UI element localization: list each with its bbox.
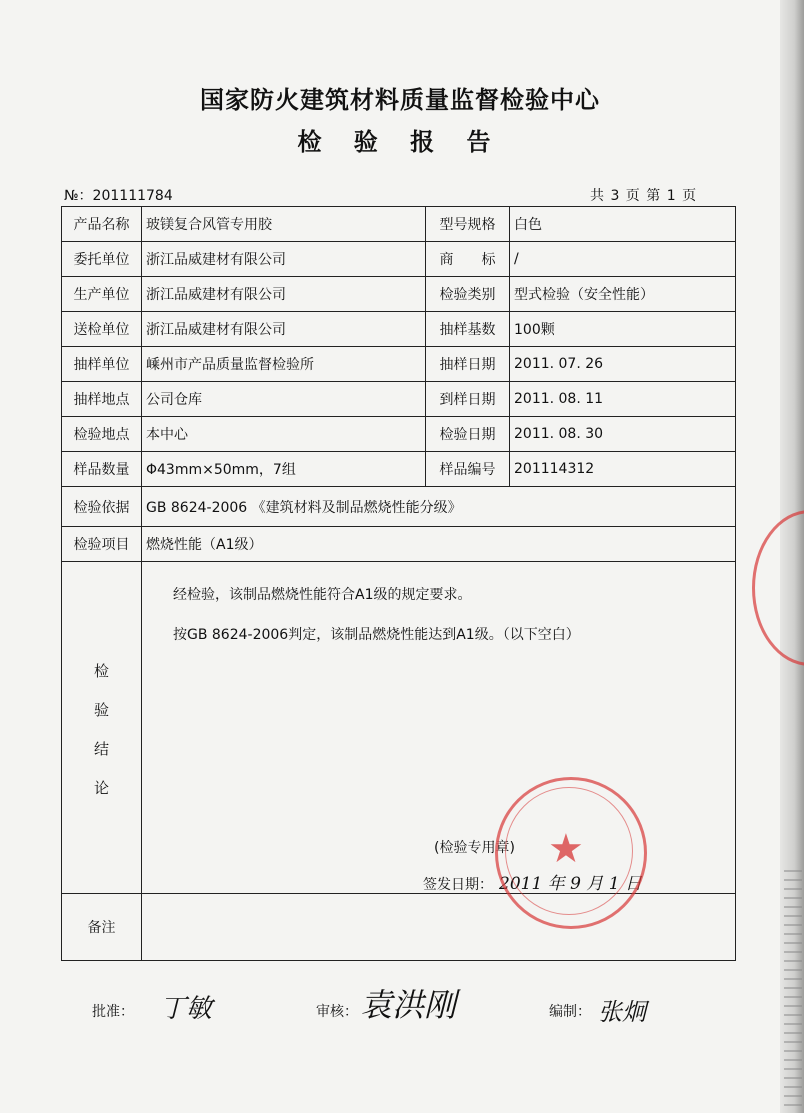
conclusion-label-char: 结: [94, 740, 110, 758]
inspection-type-value: 型式检验（安全性能）: [510, 277, 736, 312]
remarks-value: [142, 894, 736, 961]
review-label: 审核：: [316, 1004, 358, 1020]
sampling-date-value: 2011. 07. 26: [510, 347, 736, 382]
sample-base-label: 抽样基数: [426, 312, 510, 347]
arrival-date-value: 2011. 08. 11: [510, 382, 736, 417]
institution-title: 国家防火建筑材料质量监督检验中心: [200, 86, 600, 114]
sample-no-label: 样品编号: [426, 452, 510, 487]
test-site-value: 本中心: [142, 417, 426, 452]
inspection-seal: [495, 777, 647, 929]
trademark-value: /: [510, 242, 736, 277]
client-value: 浙江品威建材有限公司: [142, 242, 426, 277]
table-row: [62, 452, 736, 487]
sampling-date-label: 抽样日期: [426, 347, 510, 382]
table-row: [62, 527, 736, 562]
manufacturer-value: 浙江品威建材有限公司: [142, 277, 426, 312]
test-date-value: 2011. 08. 30: [510, 417, 736, 452]
conclusion-label-char: 论: [94, 779, 110, 797]
table-row: [62, 242, 736, 277]
report-number: №：201111784: [64, 188, 173, 204]
table-row: [62, 347, 736, 382]
page-info: 共 3 页 第 1 页: [590, 188, 698, 204]
conclusion-label-char: 检: [94, 662, 110, 680]
issue-date-label: 签发日期：: [423, 877, 493, 893]
stamp-note: (检验专用章): [434, 840, 515, 856]
review-signature: 袁洪刚: [360, 986, 457, 1024]
product-name-label: 产品名称: [62, 207, 142, 242]
remarks-label: 备注: [62, 894, 142, 961]
issue-date-value: 2011 年 9 月 1 日: [499, 874, 642, 894]
star-icon: ★: [548, 826, 584, 872]
submitter-label: 送检单位: [62, 312, 142, 347]
sampling-unit-label: 抽样单位: [62, 347, 142, 382]
sample-qty-label: 样品数量: [62, 452, 142, 487]
sample-base-value: 100颗: [510, 312, 736, 347]
approve-signature: 丁敏: [160, 994, 213, 1024]
test-date-label: 检验日期: [426, 417, 510, 452]
item-label: 检验项目: [62, 527, 142, 562]
model-spec-value: 白色: [510, 207, 736, 242]
client-label: 委托单位: [62, 242, 142, 277]
report-title: 检 验 报 告: [297, 128, 503, 156]
conclusion-line-1: 经检验，该制品燃烧性能符合A1级的规定要求。: [173, 587, 472, 603]
sample-qty-value: Φ43mm×50mm，7组: [142, 452, 426, 487]
basis-value: GB 8624-2006 《建筑材料及制品燃烧性能分级》: [142, 487, 736, 527]
basis-label: 检验依据: [62, 487, 142, 527]
item-value: 燃烧性能（A1级）: [142, 527, 736, 562]
partial-seal: [752, 510, 804, 666]
test-site-label: 检验地点: [62, 417, 142, 452]
sample-no-value: 201114312: [510, 452, 736, 487]
trademark-label: 商 标: [426, 242, 510, 277]
approve-label: 批准：: [92, 1004, 134, 1020]
table-row: [62, 382, 736, 417]
conclusion-label-cell: [62, 562, 142, 894]
conclusion-line-2: 按GB 8624-2006判定，该制品燃烧性能达到A1级。（以下空白）: [173, 627, 580, 643]
table-row: [62, 277, 736, 312]
table-row: [62, 207, 736, 242]
model-spec-label: 型号规格: [426, 207, 510, 242]
sampling-site-label: 抽样地点: [62, 382, 142, 417]
table-row: [62, 312, 736, 347]
sampling-site-value: 公司仓库: [142, 382, 426, 417]
sampling-unit-value: 嵊州市产品质量监督检验所: [142, 347, 426, 382]
manufacturer-label: 生产单位: [62, 277, 142, 312]
conclusion-label-char: 验: [94, 701, 110, 719]
prepare-label: 编制：: [549, 1004, 591, 1020]
product-name-value: 玻镁复合风管专用胶: [142, 207, 426, 242]
table-row: [62, 487, 736, 527]
table-row: [62, 417, 736, 452]
prepare-signature: 张炯: [598, 998, 646, 1026]
arrival-date-label: 到样日期: [426, 382, 510, 417]
inspection-type-label: 检验类别: [426, 277, 510, 312]
remarks-row: [62, 894, 736, 961]
submitter-value: 浙江品威建材有限公司: [142, 312, 426, 347]
